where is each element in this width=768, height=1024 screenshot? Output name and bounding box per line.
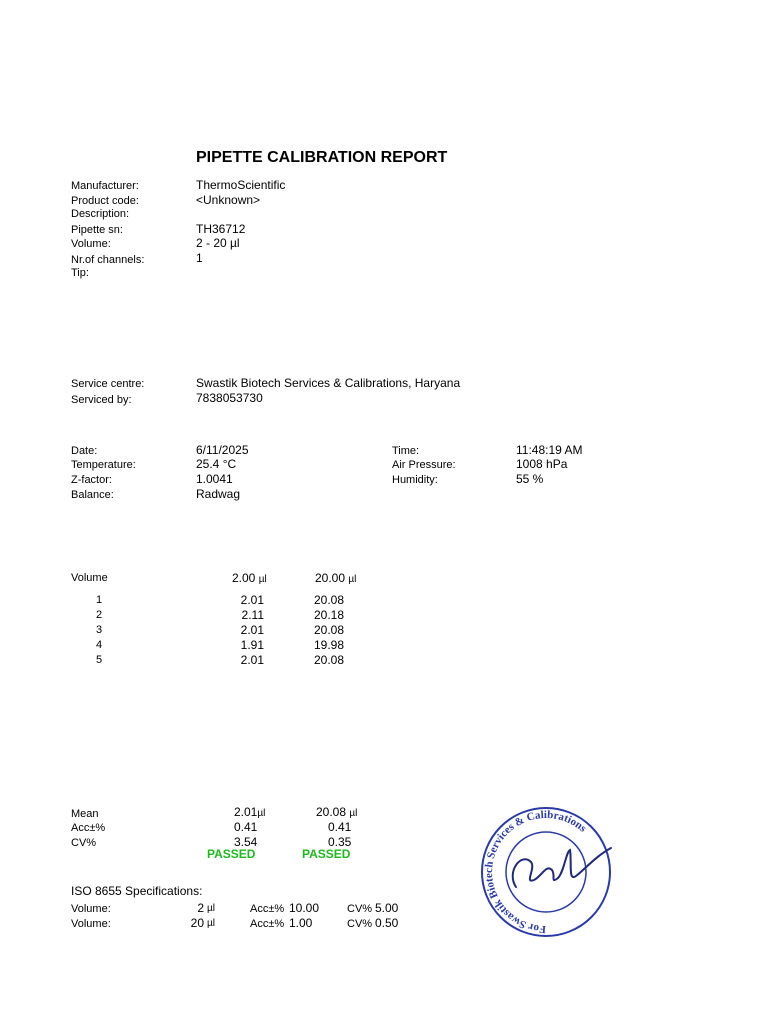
cv-20ul-value: 0.35 [328,835,352,849]
volume-value: 2 - 20 µl [196,236,240,250]
measurement-col2-header [315,571,356,585]
temperature-value: 25.4 °C [196,457,237,471]
col1-volume-value: 2.00 [232,571,256,585]
product-code-value: <Unknown> [196,193,261,207]
iso-acc-value: 1.00 [289,916,313,930]
date-label: Date: [71,445,98,457]
iso-cv-value: 5.00 [375,901,399,915]
acc-20ul-value: 0.41 [328,820,352,834]
row-value-2ul: 1.91 [240,638,264,652]
service-centre-label: Service centre: [71,378,145,390]
iso-acc-label: Acc±% [250,903,285,915]
measurement-col1-header [232,571,267,585]
stamp-ring-text: For Swastik Biotech Services & Calibrations [483,808,589,936]
row-number: 4 [96,639,103,651]
manufacturer-label: Manufacturer: [71,180,139,192]
tip-label: Tip: [71,267,89,279]
iso-volume-unit: µl [207,918,215,929]
time-label: Time: [392,445,420,457]
signature-scribble [513,848,611,887]
col1-unit: µl [258,574,267,585]
time-value: 11:48:19 AM [516,443,583,457]
iso-acc-label: Acc±% [250,918,285,930]
iso-cv-label: CV% [347,903,373,915]
volume-label: Volume: [71,238,111,250]
stamp-outer-ring [482,808,610,936]
row-value-20ul: 20.08 [314,623,345,637]
iso-volume-unit: µl [207,903,215,914]
product-code-label: Product code: [71,195,139,207]
row-value-2ul: 2.01 [240,593,264,607]
pipette-sn-label: Pipette sn: [71,224,123,236]
description-label: Description: [71,208,130,220]
manufacturer-value: ThermoScientific [196,178,286,192]
iso-cv-value: 0.50 [375,916,399,930]
iso-volume-value: 20 [190,916,204,930]
row-value-20ul: 20.08 [314,593,345,607]
row-number: 2 [96,609,103,621]
row-number: 3 [96,624,103,636]
iso-heading: ISO 8655 Specifications: [71,884,203,898]
iso-volume-label: Volume: [71,918,111,930]
mean-2ul-value: 2.01 [234,805,258,819]
row-number: 1 [96,594,103,606]
measurement-volume-label: Volume [71,572,108,584]
row-value-20ul: 20.18 [314,608,345,622]
acc-2ul-value: 0.41 [234,820,258,834]
channels-value: 1 [196,251,203,265]
zfactor-value: 1.0041 [196,472,233,486]
serviced-by-label: Serviced by: [71,394,132,406]
air-pressure-value: 1008 hPa [516,457,568,471]
iso-cv-label: CV% [347,918,373,930]
balance-label: Balance: [71,489,114,501]
humidity-label: Humidity: [392,474,438,486]
row-number: 5 [96,654,103,666]
row-value-20ul: 19.98 [314,638,345,652]
service-centre-value: Swastik Biotech Services & Calibrations, Haryana [196,376,461,390]
acc-label: Acc±% [71,822,106,834]
page-title: PIPETTE CALIBRATION REPORT [196,149,448,166]
mean-2ul-unit: µl [257,808,266,819]
serviced-by-value: 7838053730 [196,391,263,405]
cv-2ul-value: 3.54 [234,835,258,849]
mean-20ul-unit: µl [349,808,358,819]
air-pressure-label: Air Pressure: [392,459,456,471]
status-2ul-badge: PASSED [207,847,256,861]
iso-volume-value: 2 [197,901,204,915]
row-value-2ul: 2.11 [241,608,264,622]
mean-20ul [316,805,357,819]
col2-volume-value: 20.00 [315,571,346,585]
col2-unit: µl [348,574,357,585]
mean-2ul [234,805,265,819]
cv-label: CV% [71,837,97,849]
balance-value: Radwag [196,487,241,501]
temperature-label: Temperature: [71,459,136,471]
zfactor-label: Z-factor: [71,474,112,486]
humidity-value: 55 % [516,472,544,486]
company-stamp [476,792,616,942]
iso-acc-value: 10.00 [289,901,320,915]
pipette-sn-value: TH36712 [196,222,246,236]
row-value-2ul: 2.01 [240,653,264,667]
date-value: 6/11/2025 [196,443,249,457]
mean-20ul-value: 20.08 [316,805,347,819]
stamp-inner-ring [506,832,586,912]
row-value-20ul: 20.08 [314,653,345,667]
iso-volume-label: Volume: [71,903,111,915]
status-20ul-badge: PASSED [302,847,351,861]
mean-label: Mean [71,808,99,820]
channels-label: Nr.of channels: [71,254,145,266]
row-value-2ul: 2.01 [240,623,264,637]
